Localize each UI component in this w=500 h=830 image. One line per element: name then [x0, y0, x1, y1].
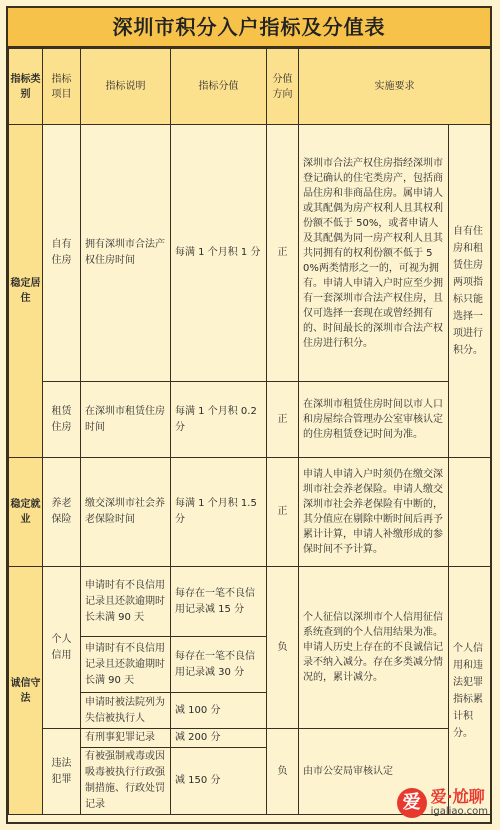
header-direction: 分值方向 — [267, 49, 299, 125]
item-rent-housing: 租赁住房 — [43, 382, 81, 458]
header-category: 指标类别 — [9, 49, 43, 125]
item-credit: 个人信用 — [43, 567, 81, 729]
watermark-logo-icon: 爱 — [397, 788, 427, 818]
item-own-housing: 自有住房 — [43, 125, 81, 382]
category-stable-employment: 稳定就业 — [9, 458, 43, 567]
item-pension: 养老保险 — [43, 458, 81, 567]
table-row — [9, 125, 491, 382]
score-rent-housing: 每满 1 个月积 0.2 分 — [171, 382, 267, 458]
direction-pension: 正 — [267, 458, 299, 567]
category-stable-housing: 稳定居住 — [9, 125, 43, 458]
score-law-1: 减 200 分 — [171, 729, 267, 748]
requirement-credit: 个人征信以深圳市个人信用征信系统查到的个人信用结果为准。申请人历史上存在的不良诚信记录不纳入减分。存在多类减分情况的，累计减分。 — [299, 567, 449, 729]
header-score: 指标分值 — [171, 49, 267, 125]
score-table — [8, 48, 491, 815]
header-requirement: 实施要求 — [299, 49, 491, 125]
note-housing: 自有住房和租赁住房两项指标只能选择一项进行积分。 — [449, 125, 491, 458]
requirement-pension: 申请人申请入户时须仍在缴交深圳市社会养老保险。申请人缴交深圳市社会养老保险有中断的，其分值应在剔除中断时间后再予累计计算，申请人补缴形成的参保时间不予计算。 — [299, 458, 449, 567]
table-row — [9, 382, 491, 458]
requirement-law: 由市公安局审核认定 — [299, 729, 449, 815]
desc-credit-1: 申请时有不良信用记录且还款逾期时长未满 90 天 — [81, 567, 171, 637]
score-credit-1: 每存在一笔不良信用记录减 15 分 — [171, 567, 267, 637]
table-row — [9, 458, 491, 567]
note-empty — [449, 458, 491, 567]
category-integrity: 诚信守法 — [9, 567, 43, 815]
desc-law-1: 有刑事犯罪记录 — [81, 729, 171, 748]
score-credit-2: 每存在一笔不良信用记录减 30 分 — [171, 637, 267, 693]
desc-own-housing: 拥有深圳市合法产权住房时间 — [81, 125, 171, 382]
page-title: 深圳市积分入户指标及分值表 — [8, 8, 490, 48]
score-credit-3: 减 100 分 — [171, 693, 267, 729]
table-row — [9, 729, 491, 748]
header-row — [9, 49, 491, 125]
header-item: 指标项目 — [43, 49, 81, 125]
table-row — [9, 567, 491, 637]
score-pension: 每满 1 个月积 1.5 分 — [171, 458, 267, 567]
score-law-2: 减 150 分 — [171, 748, 267, 815]
watermark — [397, 788, 488, 818]
requirement-rent-housing: 在深圳市租赁住房时间以市人口和房屋综合管理办公室审核认定的住房租赁登记时间为准。 — [299, 382, 449, 458]
watermark-name: 爱·尬聊 — [430, 787, 485, 806]
item-law: 违法犯罪 — [43, 729, 81, 815]
watermark-url: igaliao.com — [430, 806, 488, 817]
desc-credit-3: 申请时被法院列为失信被执行人 — [81, 693, 171, 729]
note-integrity: 个人信用和违法犯罪指标累计积分。 — [449, 567, 491, 815]
header-desc: 指标说明 — [81, 49, 171, 125]
desc-pension: 缴交深圳市社会养老保险时间 — [81, 458, 171, 567]
score-table-sheet — [6, 6, 492, 824]
requirement-own-housing: 深圳市合法产权住房指经深圳市登记确认的住宅类房产，包括商品住房和非商品住房。属申请人或其配偶为房产权利人且其权利份额不低于 50%，或者申请人及其配偶为同一房产权利人且其共同拥有的权利份额不低于 50%两类情形之一的，可视为拥有。申请人申请入户时应至少拥有一套深圳市合法产权住房，且仅可选择一套现在或曾经拥有的、时间最长的深圳市合法产权住房进行积分。 — [299, 125, 449, 382]
direction-own-housing: 正 — [267, 125, 299, 382]
desc-law-2: 有被强制戒毒或因吸毒被执行行政强制措施、行政处罚记录 — [81, 748, 171, 815]
desc-rent-housing: 在深圳市租赁住房时间 — [81, 382, 171, 458]
direction-law: 负 — [267, 729, 299, 815]
score-own-housing: 每满 1 个月积 1 分 — [171, 125, 267, 382]
desc-credit-2: 申请时有不良信用记录且还款逾期时长满 90 天 — [81, 637, 171, 693]
direction-rent-housing: 正 — [267, 382, 299, 458]
direction-credit: 负 — [267, 567, 299, 729]
